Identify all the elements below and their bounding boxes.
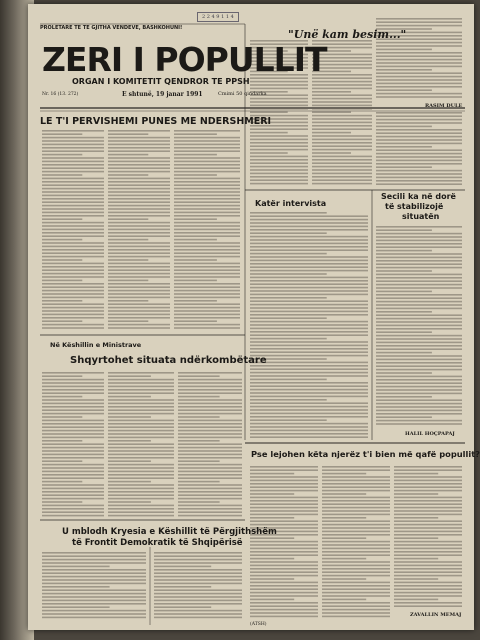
interviews-headline: Katër intervista: [255, 199, 327, 208]
column-article-headline: "Unë kam besim...": [288, 28, 407, 41]
question-article-signature: ZAVALLIN MEMAJ: [410, 612, 462, 618]
column-article-signature: RASIM DULE: [425, 103, 463, 109]
stabilize-headline-line-2: të stabilizojë: [385, 202, 444, 211]
stabilize-headline-line-1: Secili ka në dorë: [381, 192, 456, 201]
masthead-slogan: PROLETARE TE TE GJITHA VENDEVE, BASHKOHUNI!: [40, 25, 183, 31]
issue-price: Cmimi 50 qindarka: [218, 91, 267, 97]
issue-date: E shtunë, 19 janar 1991: [122, 91, 203, 98]
archive-stamp: 2 2 4 9 1 1 4: [197, 12, 239, 22]
meeting-headline-line-1: U mblodh Kryesia e Këshillit të Përgjithshëm: [62, 527, 277, 537]
lead-article-headline: LE T'I PERVISHEMI PUNES ME NDERSHMERI: [40, 116, 272, 127]
stabilize-signature: HALIL HOÇPAPAJ: [405, 431, 455, 437]
question-article-headline: Pse lejohen këta njerëz t'i bien më qafë popullit?: [251, 449, 480, 459]
meeting-headline-line-2: të Frontit Demokratik të Shqipërisë: [72, 538, 243, 548]
masthead-title: ZERI I POPULLIT: [42, 40, 327, 79]
agency-credit: (ATSH): [250, 622, 267, 627]
council-headline: Shqyrtohet situata ndërkombëtare: [70, 355, 267, 366]
stabilize-headline-line-3: situatën: [402, 212, 440, 221]
council-kicker: Në Këshillin e Ministrave: [50, 341, 142, 349]
masthead-subtitle: ORGAN I KOMITETIT QENDROR TE PPSH: [72, 77, 250, 86]
issue-number: Nr. 16 (13. 272): [42, 92, 79, 97]
